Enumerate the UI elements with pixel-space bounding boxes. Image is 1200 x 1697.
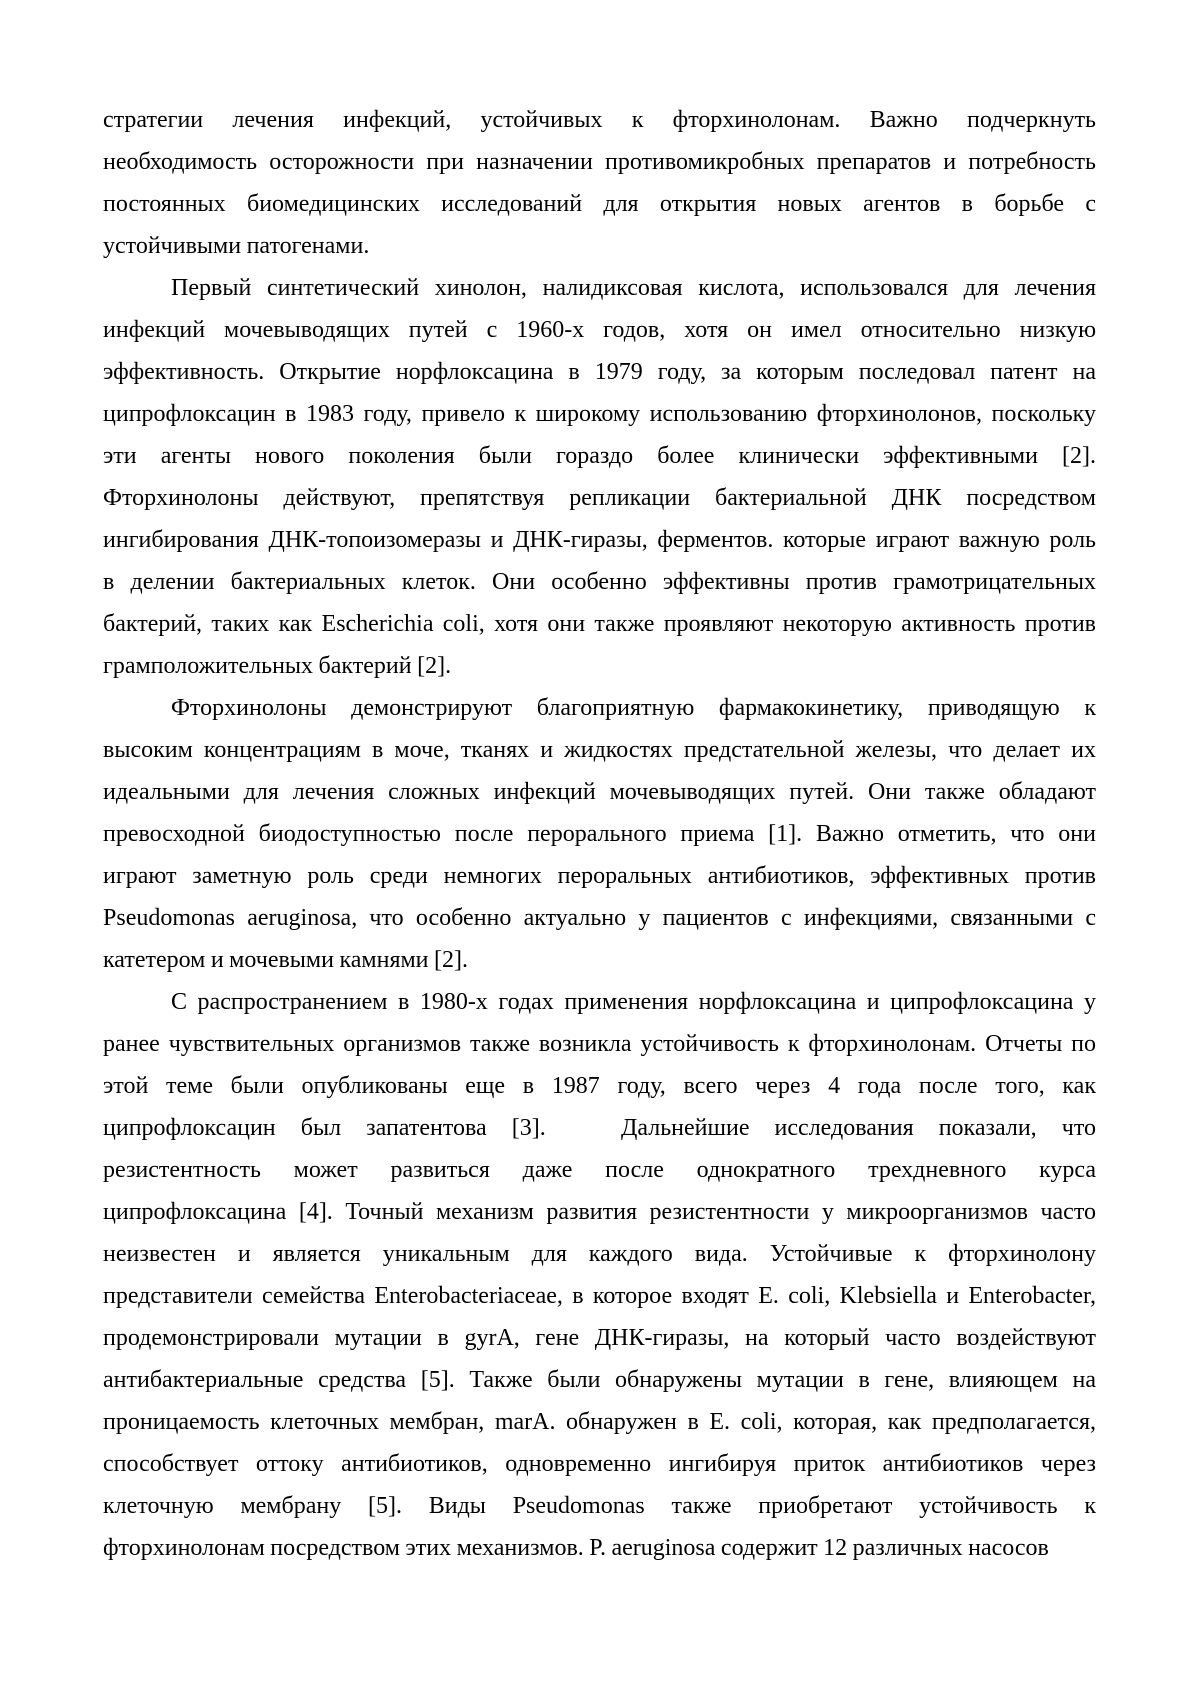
- text-line: стратегии лечения инфекций, устойчивых к фторхинолонам. Важно подчеркнуть: [103, 107, 1096, 133]
- text-line: бактерий, таких как Escherichia coli, хотя они также проявляют некоторую активность против: [103, 611, 1096, 637]
- text-line: инфекций мочевыводящих путей с 1960-х годов, хотя он имел относительно низкую: [103, 317, 1096, 343]
- text-line: превосходной биодоступностью после перорального приема [1]. Важно отметить, что они: [103, 821, 1096, 847]
- paragraph-2: [103, 267, 1096, 687]
- text-line: высоким концентрациям в моче, тканях и жидкостях предстательной железы, что делает их: [103, 737, 1096, 763]
- text-line: ципрофлоксацин был запатентова [3]. Дальнейшие исследования показали, что: [103, 1115, 1096, 1141]
- text-block: [103, 99, 1096, 1569]
- text-line: этой теме были опубликованы еще в 1987 году, всего через 4 года после того, как: [103, 1073, 1096, 1099]
- text-line: эти агенты нового поколения были гораздо более клинически эффективными [2].: [103, 443, 1096, 469]
- text-line: катетером и мочевыми камнями [2].: [103, 947, 468, 973]
- text-line: Фторхинолоны демонстрируют благоприятную фармакокинетику, приводящую к: [171, 695, 1096, 721]
- text-line: Фторхинолоны действуют, препятствуя репликации бактериальной ДНК посредством: [103, 485, 1096, 511]
- text-line: ингибирования ДНК-топоизомеразы и ДНК-гиразы, ферментов. которые играют важную роль: [103, 527, 1096, 553]
- text-line: резистентность может развиться даже после однократного трехдневного курса: [103, 1157, 1096, 1183]
- text-line: эффективность. Открытие норфлоксацина в 1979 году, за которым последовал патент на: [103, 359, 1096, 385]
- text-line: ранее чувствительных организмов также возникла устойчивость к фторхинолонам. Отчеты по: [103, 1031, 1096, 1057]
- text-line: ципрофлоксацина [4]. Точный механизм развития резистентности у микроорганизмов часто: [103, 1199, 1096, 1225]
- text-line: проницаемость клеточных мембран, marA. обнаружен в E. coli, которая, как предполагается,: [103, 1409, 1096, 1435]
- text-line: грамположительных бактерий [2].: [103, 653, 452, 679]
- text-line: способствует оттоку антибиотиков, одновременно ингибируя приток антибиотиков через: [103, 1451, 1096, 1477]
- text-line: фторхинолонам посредством этих механизмов. P. aeruginosa содержит 12 различных насосов: [103, 1535, 1049, 1561]
- text-line: устойчивыми патогенами.: [103, 233, 370, 259]
- text-line: неизвестен и является уникальным для каждого вида. Устойчивые к фторхинолону: [103, 1241, 1096, 1267]
- paragraph-3: [103, 687, 1096, 981]
- text-line: антибактериальные средства [5]. Также были обнаружены мутации в гене, влияющем на: [103, 1367, 1096, 1393]
- text-line: Первый синтетический хинолон, налидиксовая кислота, использовался для лечения: [171, 275, 1096, 301]
- text-line: Pseudomonas aeruginosa, что особенно актуально у пациентов с инфекциями, связанными с: [103, 905, 1096, 931]
- text-line: играют заметную роль среди немногих пероральных антибиотиков, эффективных против: [103, 863, 1096, 889]
- paragraph-4: [103, 981, 1096, 1569]
- text-line: идеальными для лечения сложных инфекций мочевыводящих путей. Они также обладают: [103, 779, 1096, 805]
- text-line: необходимость осторожности при назначении противомикробных препаратов и потребность: [103, 149, 1096, 175]
- text-line: в делении бактериальных клеток. Они особенно эффективны против грамотрицательных: [103, 569, 1096, 595]
- text-line: ципрофлоксацин в 1983 году, привело к широкому использованию фторхинолонов, поскольку: [103, 401, 1096, 427]
- paragraph-1: [103, 99, 1096, 267]
- text-line: продемонстрировали мутации в gyrA, гене ДНК-гиразы, на который часто воздействуют: [103, 1325, 1096, 1351]
- text-line: клеточную мембрану [5]. Виды Pseudomonas также приобретают устойчивость к: [103, 1493, 1096, 1519]
- text-line: С распространением в 1980-х годах применения норфлоксацина и ципрофлоксацина у: [171, 989, 1096, 1015]
- text-line: представители семейства Enterobacteriaceae, в которое входят E. coli, Klebsiella и Enterobacter,: [103, 1283, 1096, 1309]
- text-line: постоянных биомедицинских исследований для открытия новых агентов в борьбе с: [103, 191, 1096, 217]
